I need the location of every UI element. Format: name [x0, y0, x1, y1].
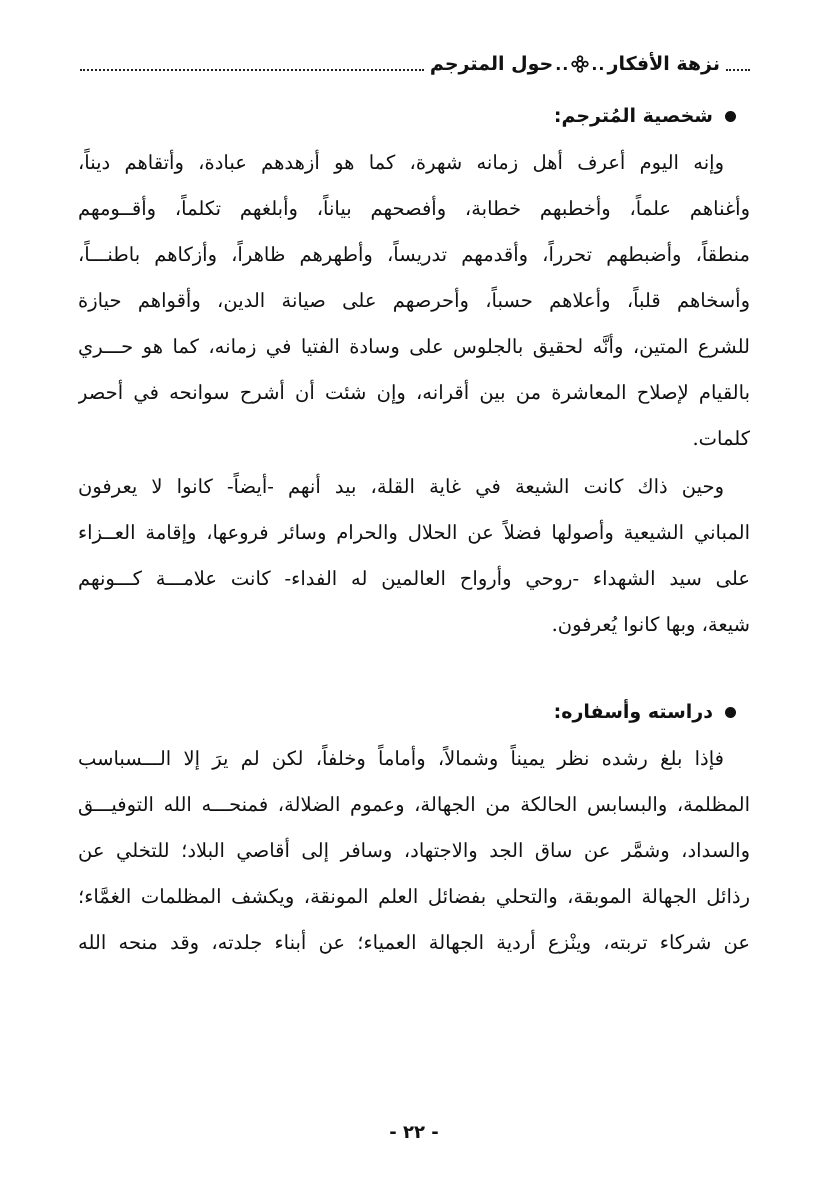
- book-title: نزهة الأفكار: [607, 53, 720, 75]
- section-heading-text: دراسته وأسفاره:: [553, 701, 713, 723]
- flower-ornament-icon: [571, 55, 589, 73]
- separator-dots-left: ..: [555, 54, 570, 74]
- text-line: للشرع المتين، وأنَّه لحقيق بالجلوس على وسادة الفتيا في زمانه، كما هو حـــري: [78, 335, 750, 358]
- text-line: وأغناهم علماً، وأخطبهم خطابة، وأفصحهم بياناً، وأبلغهم تكلماً، وأقــومهم: [78, 197, 750, 220]
- text-line: وأسخاهم قلباً، وأعلاهم حسباً، وأحرصهم على صيانة الدين، وأقواهم حيازة: [78, 289, 750, 312]
- text-line: منطقاً، وأضبطهم تحرراً، وأقدمهم تدريساً، وأطهرهم ظاهراً، وأزكاهم باطنـــاً،: [78, 243, 750, 266]
- text-line: رذائل الجهالة الموبقة، والتحلي بفضائل العلم المونقة، ويكشف المظلمات الغمَّاء؛: [78, 885, 750, 908]
- text-line: وحين ذاك كانت الشيعة في غاية القلة، بيد أنهم -أيضاً- كانوا لا يعرفون: [78, 475, 724, 498]
- paragraph: [78, 464, 750, 648]
- paragraph: [78, 140, 750, 462]
- header-dots-left: [80, 69, 424, 71]
- running-header: [80, 44, 750, 84]
- text-line: على سيد الشهداء -روحي وأرواح العالمين له الفداء- كانت علامـــة كـــونهم: [78, 567, 750, 590]
- section-heading-translator-personality: [78, 92, 750, 140]
- text-line: المظلمة، والبسابس الحالكة من الجهالة، وعموم الضلالة، فمنحـــه الله التوفيـــق: [78, 793, 750, 816]
- header-dots-right: [726, 69, 750, 71]
- text-line: المباني الشيعية وأصولها فضلاً عن الحلال والحرام وسائر فروعها، وإقامة العــزاء: [78, 521, 750, 544]
- bullet-icon: [725, 707, 736, 718]
- separator-dots-right: ..: [591, 54, 606, 74]
- text-line: بالقيام لإصلاح المعاشرة من بين أقرانه، وإن شئت أن أشرح سوانحه في أحصر: [78, 381, 750, 404]
- bullet-icon: [725, 111, 736, 122]
- text-line: عن شركاء تربته، وينْزع أردية الجهالة العمياء؛ عن أبناء جلدته، وقد منحه الله: [78, 931, 750, 954]
- paragraph: [78, 736, 750, 966]
- section-heading-studies-travels: [78, 688, 750, 736]
- text-line: كلمات.: [692, 427, 750, 450]
- text-line: وإنه اليوم أعرف أهل زمانه شهرة، كما هو أزهدهم عبادة، وأتقاهم ديناً،: [78, 151, 724, 174]
- text-line: فإذا بلغ رشده نظر يميناً وشمالاً، وأماماً وخلفاً، لكن لم يرَ إلا الـــسباسب: [78, 747, 724, 770]
- section-heading-text: شخصية المُترجم:: [553, 105, 713, 127]
- header-title-group: [430, 53, 720, 75]
- page-number: - ٢٢ -: [389, 1122, 439, 1143]
- text-line: والسداد، وشمَّر عن ساق الجد والاجتهاد، وسافر إلى أقاصي البلاد؛ للتخلي عن: [78, 839, 750, 862]
- header-separator: [555, 55, 605, 74]
- text-line: شيعة، وبها كانوا يُعرفون.: [551, 613, 750, 636]
- chapter-title: حول المترجم: [429, 53, 554, 75]
- page-content: [78, 92, 750, 966]
